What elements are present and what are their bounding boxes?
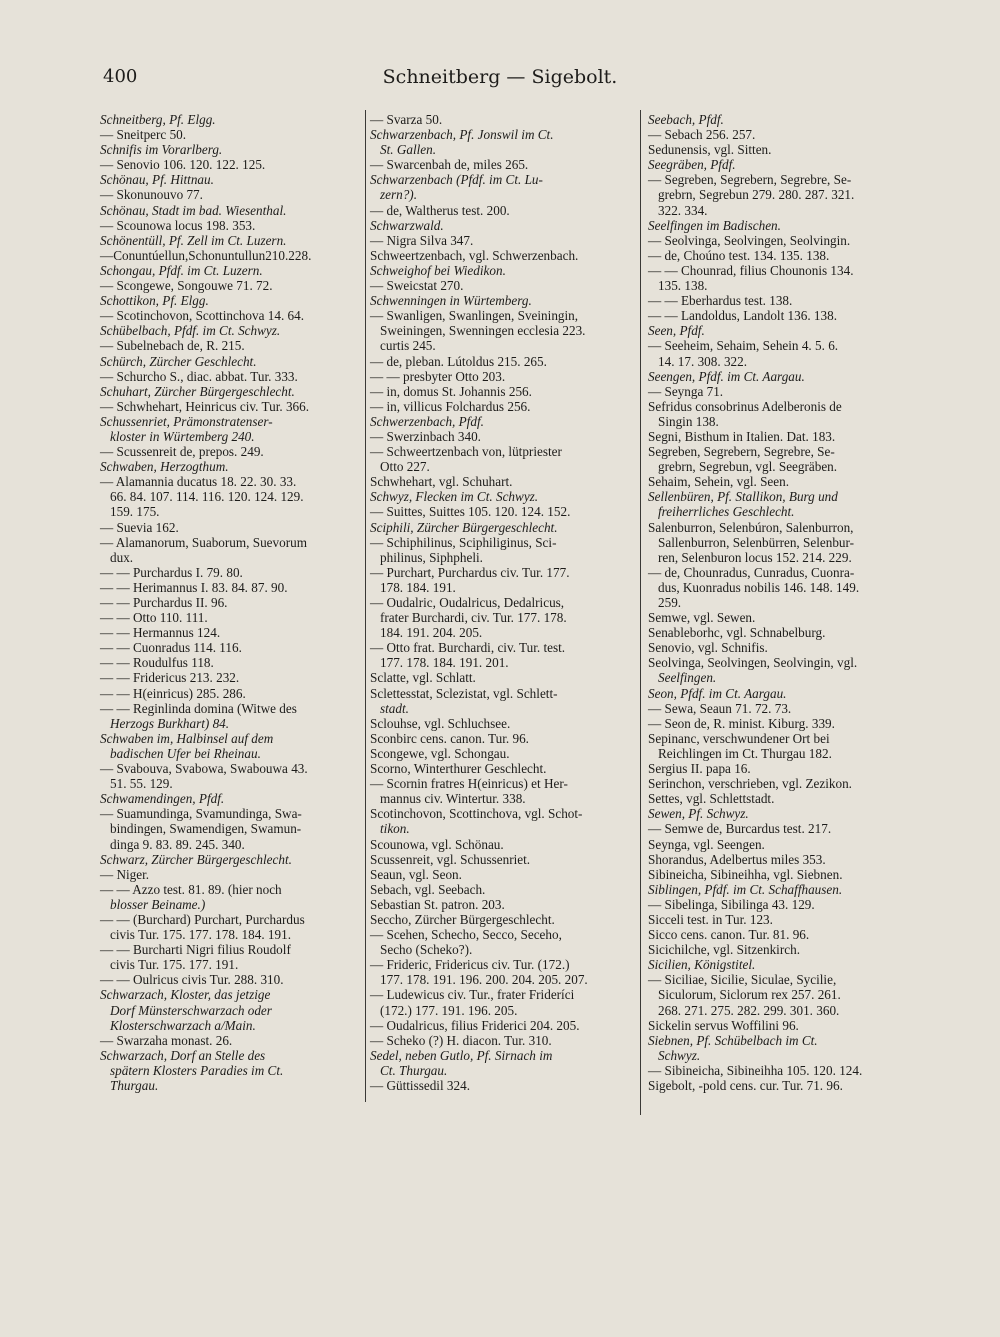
index-line: — de, Chounradus, Cunradus, Cuonra-	[648, 564, 855, 580]
index-line: — Scounowa locus 198. 353.	[100, 217, 256, 233]
column-divider	[640, 110, 641, 1115]
index-line: — Senovio 106. 120. 122. 125.	[100, 157, 266, 173]
index-line: 177. 178. 184. 191. 201.	[380, 655, 509, 671]
index-line: Schwarz, Zürcher Bürgergeschlecht.	[100, 851, 292, 867]
index-line: 159. 175.	[110, 504, 160, 520]
index-line: — Ludewicus civ. Tur., frater Frideríci	[370, 987, 575, 1003]
index-line: — Scornin fratres H(einricus) et Her-	[370, 776, 568, 792]
index-line: Schürch, Zürcher Geschlecht.	[100, 353, 257, 369]
index-line: Schwerzenbach, Pfdf.	[370, 413, 484, 429]
index-line: civis Tur. 175. 177. 178. 184. 191.	[110, 927, 291, 943]
index-line: spätern Klosters Paradies im Ct.	[110, 1062, 284, 1078]
index-line: Schönentüll, Pf. Zell im Ct. Luzern.	[100, 232, 287, 248]
index-line: — in, domus St. Johannis 256.	[370, 383, 532, 399]
index-line: — Schwhehart, Heinricus civ. Tur. 366.	[100, 398, 310, 414]
index-line: — Scehen, Schecho, Secco, Seceho,	[370, 927, 562, 943]
index-line: — — Fridericus 213. 232.	[100, 670, 240, 686]
index-line: — — Purchardus II. 96.	[100, 595, 228, 610]
index-line: Seccho, Zürcher Bürgergeschlecht.	[370, 911, 555, 927]
index-line: Schwaben im, Halbinsel auf dem	[100, 730, 274, 746]
index-line: dinga 9. 83. 89. 245. 340.	[110, 836, 245, 852]
index-line: — in, villicus Folchardus 256.	[370, 398, 531, 414]
index-line: Sickelin servus Woffilini 96.	[648, 1017, 799, 1033]
index-line: Sedunensis, vgl. Sitten.	[648, 142, 772, 158]
index-line: — Frideric, Fridericus civ. Tur. (172.)	[370, 957, 570, 973]
index-line: Schussenriet, Prämonstratenser-	[100, 413, 273, 429]
index-line: — Sewa, Seaun 71. 72. 73.	[648, 700, 792, 716]
index-line: kloster in Würtemberg 240.	[110, 428, 255, 444]
index-line: Scotinchovon, Scottinchova, vgl. Schot-	[370, 806, 583, 822]
index-line: — Seeheim, Sehaim, Sehein 4. 5. 6.	[648, 338, 839, 354]
index-line: 268. 271. 275. 282. 299. 301. 360.	[658, 1002, 840, 1018]
index-line: Sepinanc, verschwundener Ort bei	[648, 730, 830, 746]
index-line: tikon.	[380, 821, 410, 837]
index-line: Reichlingen im Ct. Thurgau 182.	[658, 745, 832, 761]
index-line: — Schweertzenbach von, lütpriester	[370, 444, 562, 460]
index-line: — Güttissedil 324.	[370, 1078, 471, 1093]
index-line: 259.	[658, 595, 682, 610]
index-line: grebrn, Segrebun 279. 280. 287. 321.	[658, 187, 855, 203]
index-line: Sewen, Pf. Schwyz.	[648, 806, 749, 822]
index-line: — — Otto 110. 111.	[100, 610, 208, 626]
index-line: Singin 138.	[658, 413, 719, 429]
index-line: Schwarzach, Kloster, das jetzige	[100, 987, 271, 1003]
index-line: — Alamanorum, Suaborum, Suevorum	[100, 534, 307, 550]
index-line: Sconbirc cens. canon. Tur. 96.	[370, 730, 529, 746]
index-line: Sallenburron, Selenbürren, Selenbur-	[658, 534, 855, 550]
index-line: — Purchart, Purchardus civ. Tur. 177.	[370, 564, 570, 580]
index-line: philinus, Siphpheli.	[380, 549, 483, 565]
index-line: — de, Waltherus test. 200.	[370, 202, 510, 218]
index-line: Schwaben, Herzogthum.	[100, 459, 229, 475]
index-line: — Schurcho S., diac. abbat. Tur. 333.	[100, 368, 298, 384]
index-line: St. Gallen.	[380, 142, 437, 158]
index-line: Seelfingen im Badischen.	[648, 217, 781, 233]
index-line: bindingen, Swamendigen, Swamun-	[110, 821, 302, 837]
index-line: curtis 245.	[380, 338, 436, 354]
index-line: — Subelnebach de, R. 215.	[100, 338, 245, 354]
index-line: 14. 17. 308. 322.	[658, 353, 748, 369]
index-line: Schwarzenbach, Pf. Jonswil im Ct.	[370, 127, 554, 143]
index-line: — Scongewe, Songouwe 71. 72.	[100, 278, 273, 294]
index-line: — Sebach 256. 257.	[648, 127, 756, 143]
index-line: — de, pleban. Lútoldus 215. 265.	[370, 353, 547, 369]
index-line: — Sweicstat 270.	[370, 278, 464, 294]
index-line: — Suamundinga, Svamundinga, Swa-	[100, 806, 302, 822]
index-line: dux.	[110, 549, 134, 565]
index-line: Schübelbach, Pfdf. im Ct. Schwyz.	[100, 323, 281, 339]
index-line: — Semwe de, Burcardus test. 217.	[648, 821, 832, 837]
index-line: — Swarzaha monast. 26.	[100, 1032, 233, 1048]
index-line: Siculorum, Siclorum rex 257. 261.	[658, 987, 841, 1003]
index-line: Thurgau.	[110, 1078, 159, 1093]
index-line: Schwarzach, Dorf an Stelle des	[100, 1047, 266, 1063]
index-line: — — Oulricus civis Tur. 288. 310.	[100, 972, 284, 988]
index-line: — Niger.	[100, 866, 150, 882]
index-line: — Svabouva, Svabowa, Swabouwa 43.	[100, 761, 308, 777]
index-line: — Sibelinga, Sibilinga 43. 129.	[648, 896, 815, 912]
index-line: — — (Burchard) Purchart, Purchardus	[100, 911, 305, 927]
index-column-1	[100, 112, 362, 1093]
index-line: Schweighof bei Wiedikon.	[370, 262, 506, 278]
index-line: Segreben, Segrebern, Segrebre, Se-	[648, 444, 835, 460]
index-line: Sicichilche, vgl. Sitzenkirch.	[648, 942, 800, 958]
index-line: — Oudalric, Oudalricus, Dedalricus,	[370, 595, 565, 610]
index-line: — Skonunouvo 77.	[100, 187, 203, 203]
index-line: Schwyz, Flecken im Ct. Schwyz.	[370, 489, 539, 505]
index-line: Klosterschwarzach a/Main.	[110, 1017, 256, 1033]
index-line: — — Hermannus 124.	[100, 625, 221, 641]
index-line: Schongau, Pfdf. im Ct. Luzern.	[100, 262, 263, 278]
index-line: stadt.	[380, 700, 409, 716]
index-line: Sefridus consobrinus Adelberonis de	[648, 398, 842, 414]
index-line: Scongewe, vgl. Schongau.	[370, 745, 510, 761]
index-line: Seegräben, Pfdf.	[648, 157, 736, 173]
index-line: Seon, Pfdf. im Ct. Aargau.	[648, 685, 787, 701]
index-line: frater Burchardi, civ. Tur. 177. 178.	[380, 610, 567, 626]
index-line: — Svarza 50.	[370, 112, 443, 127]
index-line: — Scheko (?) H. diacon. Tur. 310.	[370, 1032, 552, 1048]
index-column-2	[370, 112, 638, 1093]
index-line: badischen Ufer bei Rheinau.	[110, 745, 261, 761]
index-line: 51. 55. 129.	[110, 776, 173, 792]
index-line: Segni, Bisthum in Italien. Dat. 183.	[648, 428, 836, 444]
index-line: grebrn, Segrebun, vgl. Seegräben.	[658, 459, 838, 475]
index-line: Sciphili, Zürcher Bürgergeschlecht.	[370, 519, 558, 535]
index-line: Sclouhse, vgl. Schluchsee.	[370, 715, 511, 731]
index-line: Salenburron, Selenbúron, Salenburron,	[648, 519, 854, 535]
index-line: — de, Choúno test. 134. 135. 138.	[648, 247, 830, 263]
index-line: Senableborhc, vgl. Schnabelburg.	[648, 625, 826, 641]
index-line: — — Reginlinda domina (Witwe des	[100, 700, 297, 716]
column-divider	[365, 110, 366, 1102]
index-line: — — presbyter Otto 203.	[370, 368, 506, 384]
index-line: Seen, Pfdf.	[648, 323, 705, 339]
index-line: (172.) 177. 191. 196. 205.	[380, 1002, 518, 1018]
index-line: Schnifis im Vorarlberg.	[100, 142, 223, 158]
index-line: Schönau, Stadt im bad. Wiesenthal.	[100, 202, 287, 218]
index-line: — Scotinchovon, Scottinchova 14. 64.	[100, 308, 305, 324]
index-line: — — Eberhardus test. 138.	[648, 293, 793, 309]
index-line: Secho (Scheko?).	[380, 942, 473, 958]
index-line: 66. 84. 107. 114. 116. 120. 124. 129.	[110, 489, 304, 505]
index-line: Seebach, Pfdf.	[648, 112, 724, 127]
index-line: Seelfingen.	[658, 670, 717, 686]
index-line: Schweertzenbach, vgl. Schwerzenbach.	[370, 247, 579, 263]
index-line: — Segreben, Segrebern, Segrebre, Se-	[648, 172, 852, 188]
index-line: zern?).	[380, 187, 417, 203]
index-line: 135. 138.	[658, 278, 708, 294]
index-line: Seengen, Pfdf. im Ct. Aargau.	[648, 368, 805, 384]
index-line: — — Chounrad, filius Chounonis 134.	[648, 262, 854, 278]
index-line: Sigebolt, -pold cens. cur. Tur. 71. 96.	[648, 1078, 843, 1093]
index-line: — — Purchardus I. 79. 80.	[100, 564, 243, 580]
index-line: Sergius II. papa 16.	[648, 761, 751, 777]
index-line: Ct. Thurgau.	[380, 1062, 448, 1078]
index-line: Siebnen, Pf. Schübelbach im Ct.	[648, 1032, 818, 1048]
index-line: Schottikon, Pf. Elgg.	[100, 293, 209, 309]
index-line: Sclatte, vgl. Schlatt.	[370, 670, 476, 686]
index-line: Sellenbüren, Pf. Stallikon, Burg und	[648, 489, 838, 505]
index-line: — Swerzinbach 340.	[370, 428, 481, 444]
index-line: — Seynga 71.	[648, 383, 724, 399]
index-line: Schwhehart, vgl. Schuhart.	[370, 474, 513, 490]
index-line: Schuhart, Zürcher Bürgergeschlecht.	[100, 383, 295, 399]
page-number: 400	[103, 66, 138, 87]
index-line: Sweiningen, Swenningen ecclesia 223.	[380, 323, 586, 339]
index-line: Sedel, neben Gutlo, Pf. Sirnach im	[370, 1047, 553, 1063]
page-title: Schneitberg — Sigebolt.	[382, 66, 618, 88]
index-line: Schwyz.	[658, 1047, 701, 1063]
index-line: — Swarcenbah de, miles 265.	[370, 157, 529, 173]
index-line: — Seolvinga, Seolvingen, Seolvingin.	[648, 232, 851, 248]
index-line: — — Landoldus, Landolt 136. 138.	[648, 308, 838, 324]
index-line: Sclettesstat, Sclezistat, vgl. Schlett-	[370, 685, 558, 701]
index-line: — Alamannia ducatus 18. 22. 30. 33.	[100, 474, 297, 490]
index-line: Seaun, vgl. Seon.	[370, 866, 462, 882]
index-line: 178. 184. 191.	[380, 579, 456, 595]
index-line: — Suevia 162.	[100, 519, 179, 535]
index-line: 184. 191. 204. 205.	[380, 625, 483, 641]
index-line: — Scussenreit de, prepos. 249.	[100, 444, 264, 460]
index-line: Schwarzenbach (Pfdf. im Ct. Lu-	[370, 172, 543, 188]
index-line: — — Roudulfus 118.	[100, 655, 214, 671]
index-line: Sicco cens. canon. Tur. 81. 96.	[648, 927, 810, 943]
index-column-3	[648, 112, 938, 1093]
index-line: Otto 227.	[380, 459, 430, 475]
index-line: Sebach, vgl. Seebach.	[370, 881, 486, 897]
index-line: Sehaim, Sehein, vgl. Seen.	[648, 474, 790, 490]
index-line: Schwamendingen, Pfdf.	[100, 791, 225, 807]
index-line: — Schiphilinus, Sciphiliginus, Sci-	[370, 534, 557, 550]
index-line: freiherrliches Geschlecht.	[658, 504, 795, 520]
index-line: ren, Selenburon locus 152. 214. 229.	[658, 549, 852, 565]
index-line: Settes, vgl. Schlettstadt.	[648, 791, 775, 807]
index-line: Scussenreit, vgl. Schussenriet.	[370, 851, 531, 867]
index-line: — Sibineicha, Sibineihha 105. 120. 124.	[648, 1062, 863, 1078]
index-line: civis Tur. 175. 177. 191.	[110, 957, 239, 973]
index-line: Scounowa, vgl. Schönau.	[370, 836, 504, 852]
index-line: — Seon de, R. minist. Kiburg. 339.	[648, 715, 835, 731]
index-line: Schneitberg, Pf. Elgg.	[100, 112, 216, 127]
index-line: — — H(einricus) 285. 286.	[100, 685, 246, 701]
index-line: — — Herimannus I. 83. 84. 87. 90.	[100, 579, 288, 595]
index-line: mannus civ. Wintertur. 338.	[380, 791, 526, 807]
index-line: Senovio, vgl. Schnifis.	[648, 640, 768, 656]
index-line: — — Burcharti Nigri filius Roudolf	[100, 942, 291, 958]
index-line: Shorandus, Adelbertus miles 353.	[648, 851, 826, 867]
index-line: Schwarzwald.	[370, 217, 444, 233]
index-line: Scorno, Winterthurer Geschlecht.	[370, 761, 547, 777]
index-line: Dorf Münsterschwarzach oder	[110, 1002, 272, 1018]
index-line: Serinchon, verschrieben, vgl. Zezikon.	[648, 776, 852, 792]
index-line: — Suittes, Suittes 105. 120. 124. 152.	[370, 504, 571, 520]
index-line: — Nigra Silva 347.	[370, 232, 474, 248]
index-line: Sicilien, Königstitel.	[648, 957, 756, 973]
index-line: dus, Kuonradus nobilis 146. 148. 149.	[658, 579, 860, 595]
index-line: Siblingen, Pfdf. im Ct. Schaffhausen.	[648, 881, 843, 897]
index-line: 322. 334.	[658, 202, 708, 218]
index-line: — Swanligen, Swanlingen, Sveiningin,	[370, 308, 579, 324]
index-line: — Siciliae, Sicilie, Siculae, Sycilie,	[648, 972, 837, 988]
index-line: —Conuntúellun,Schonuntullun210.228.	[100, 247, 312, 263]
index-line: — Sneitperc 50.	[100, 127, 187, 143]
index-line: — — Azzo test. 81. 89. (hier noch	[100, 881, 282, 897]
index-line: — Otto frat. Burchardi, civ. Tur. test.	[370, 640, 566, 656]
index-line: Seynga, vgl. Seengen.	[648, 836, 765, 852]
index-line: Schönau, Pf. Hittnau.	[100, 172, 214, 188]
index-line: Schwenningen in Würtemberg.	[370, 293, 532, 309]
index-line: Sibineicha, Sibineihha, vgl. Siebnen.	[648, 866, 843, 882]
index-line: Semwe, vgl. Sewen.	[648, 610, 756, 626]
index-line: — — Cuonradus 114. 116.	[100, 640, 242, 656]
index-line: Sebastian St. patron. 203.	[370, 896, 505, 912]
index-line: blosser Beiname.)	[110, 896, 206, 912]
index-line: Sicceli test. in Tur. 123.	[648, 911, 773, 927]
index-line: Herzogs Burkhart) 84.	[110, 715, 230, 731]
index-line: Seolvinga, Seolvingen, Seolvingin, vgl.	[648, 655, 858, 671]
index-line: — Oudalricus, filius Friderici 204. 205.	[370, 1017, 580, 1033]
index-line: 177. 178. 191. 196. 200. 204. 205. 207.	[380, 972, 588, 988]
